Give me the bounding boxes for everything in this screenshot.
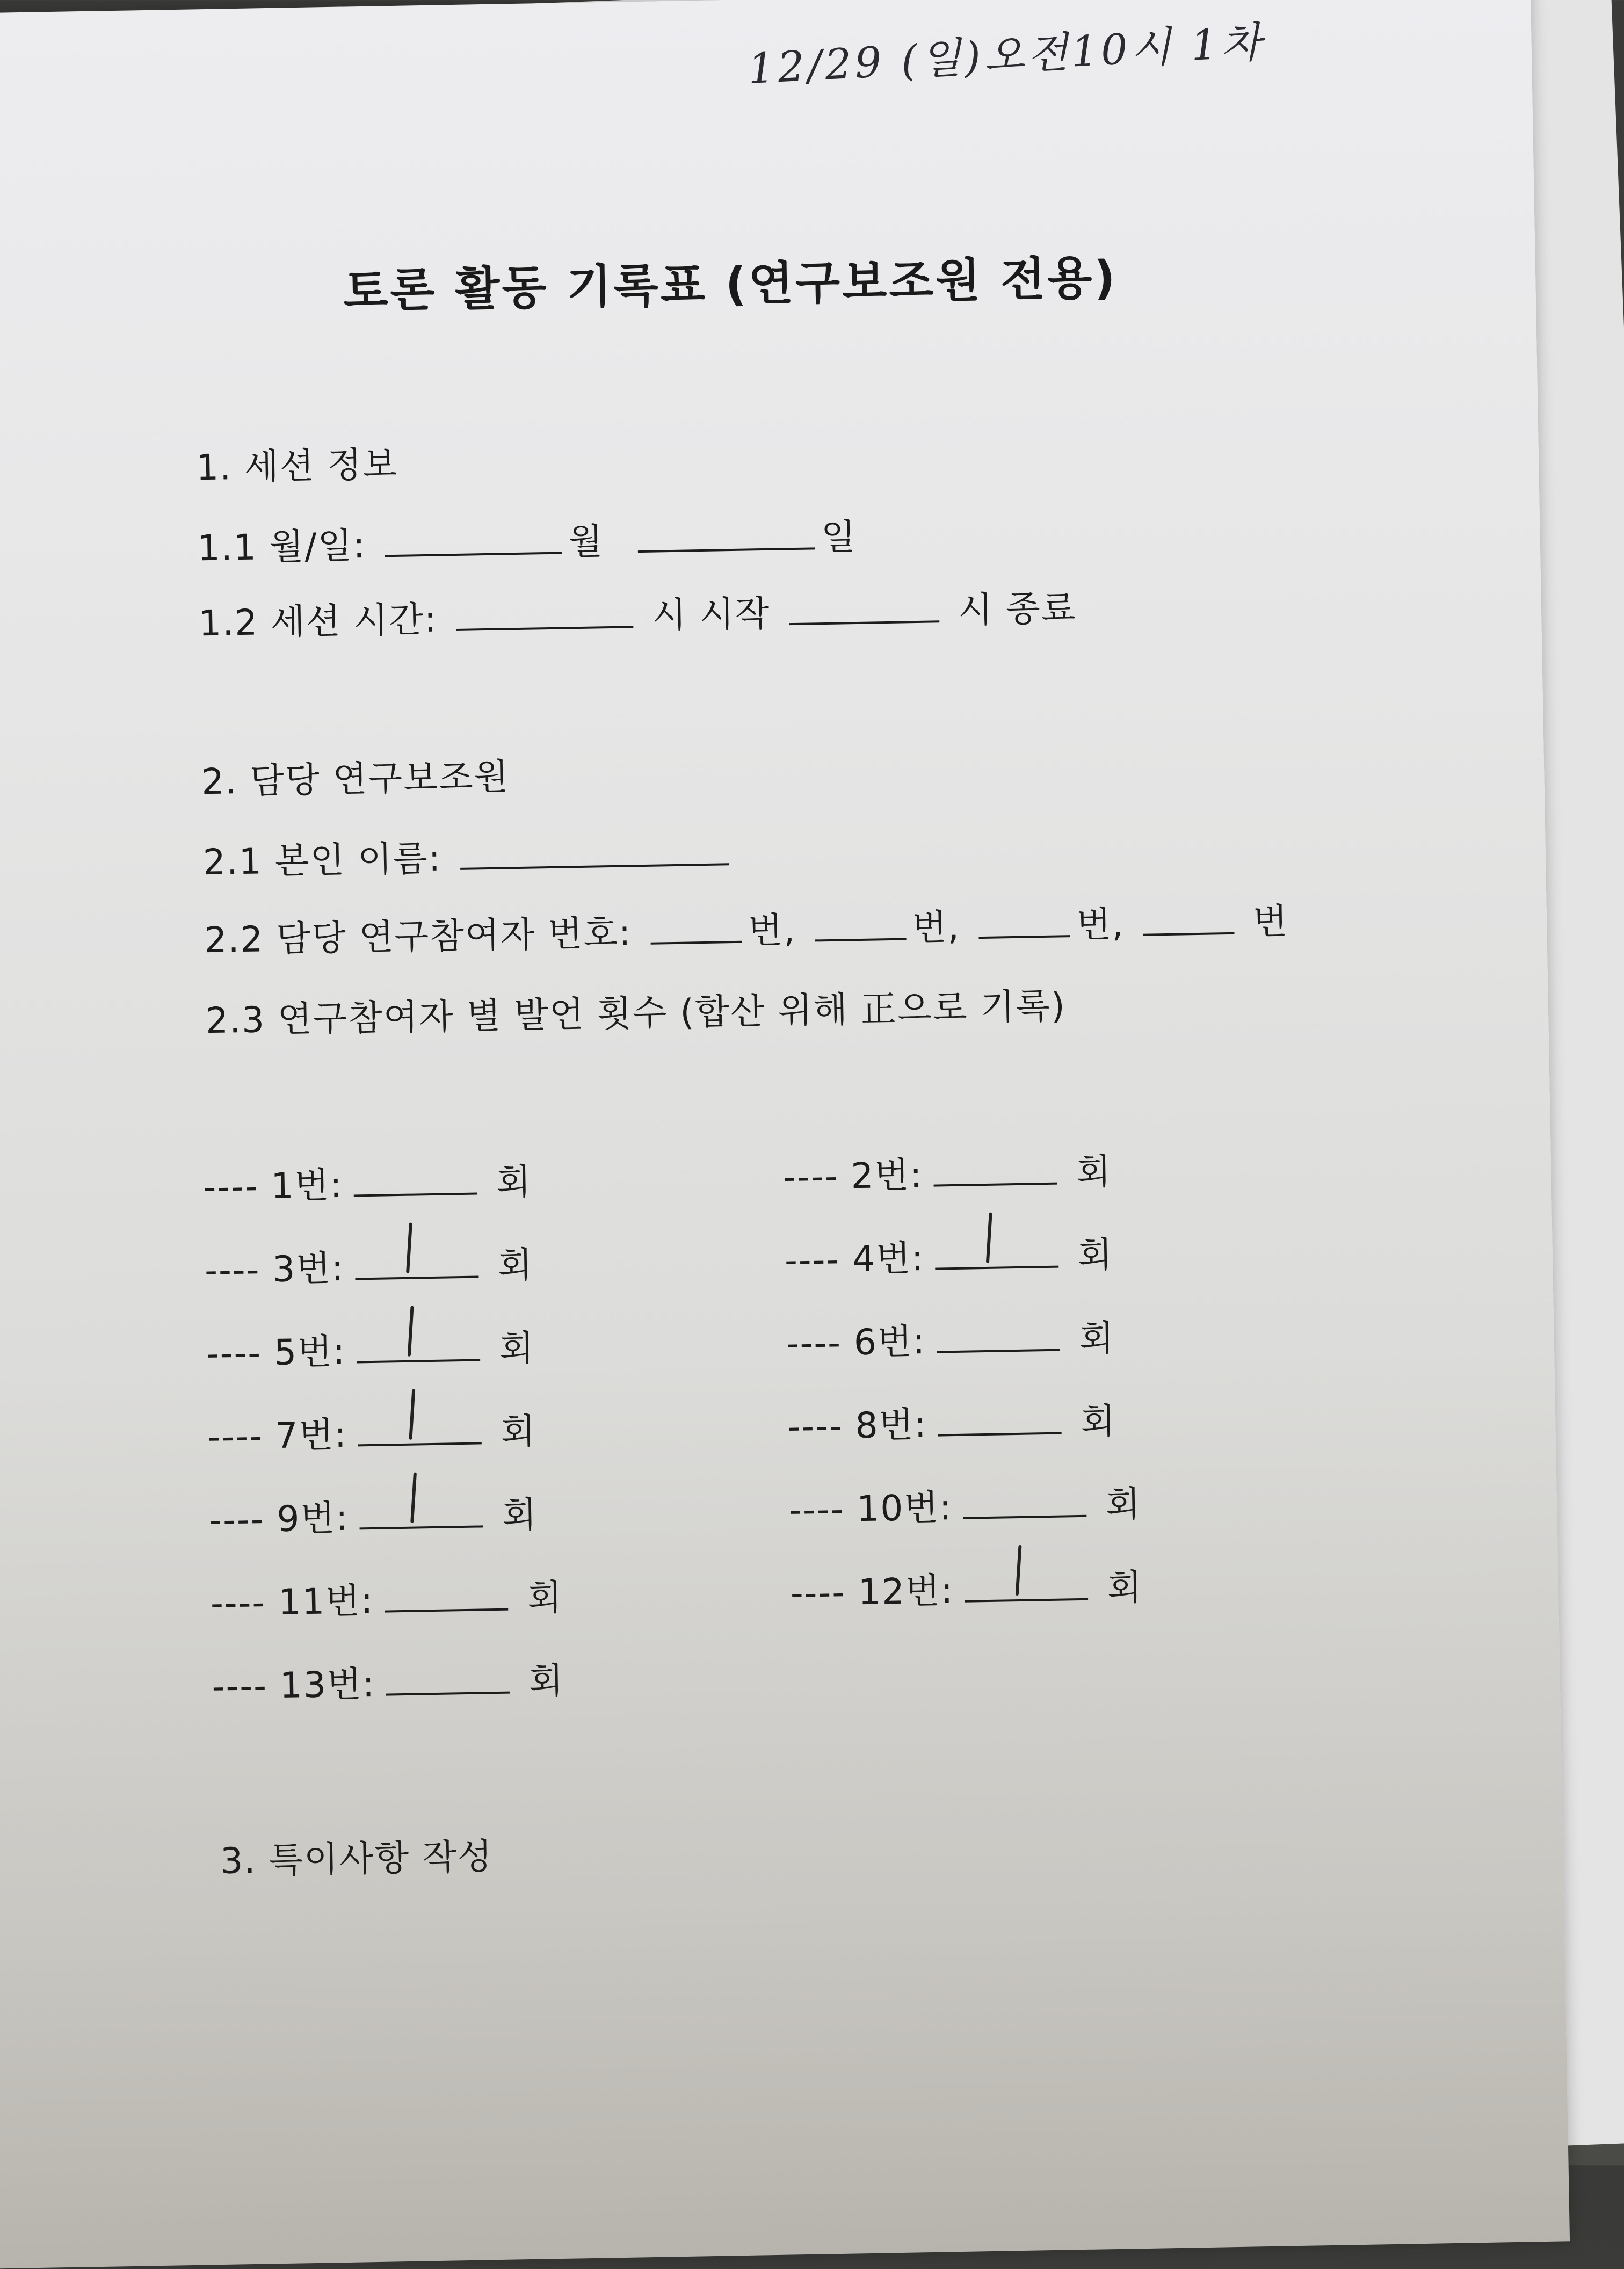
tally-field[interactable] [355,1246,479,1280]
participants-prefix: 2.2 담당 연구참여자 번호: [204,912,632,961]
section-2-heading: 2. 담당 연구보조원 [201,756,510,803]
tally-field[interactable] [386,1663,510,1696]
participant-row [203,1153,533,1210]
participant-row [784,1226,1114,1283]
participant-row [786,1309,1115,1366]
unit-label: 회 [496,1161,533,1203]
start-label: 시 시작 [651,592,771,636]
unit-label: 회 [527,1576,563,1619]
tally-mark-icon [359,1466,483,1527]
unit-label: 회 [502,1494,538,1536]
tally-field[interactable] [356,1330,480,1363]
tally-field[interactable] [936,1320,1060,1353]
start-hour-field[interactable] [456,597,634,631]
participant-label: ---- 5번: [206,1330,346,1375]
day-label: 일 [821,516,857,559]
tally-field[interactable] [964,1569,1088,1603]
participant-label: ---- 12번: [790,1570,954,1614]
participant-label: ---- 1번: [202,1164,344,1208]
date-prefix: 1.1 월/일: [197,524,367,569]
tally-field[interactable] [385,1579,509,1613]
name-prefix: 2.1 본인 이름: [202,837,442,883]
participant-number-field-2[interactable] [814,909,906,941]
end-label: 시 종료 [958,587,1077,631]
time-row [198,579,1077,646]
month-label: 월 [568,520,604,563]
tally-field[interactable] [963,1486,1087,1519]
tally-field[interactable] [935,1237,1059,1270]
participant-label: ---- 7번: [207,1413,348,1458]
beon-label: 번 [1252,901,1289,943]
handwritten-date-note: 12/29 (일)오전10시 1차 [746,18,1266,94]
tally-mark-icon [354,1216,479,1278]
tally-mark-icon [357,1383,482,1444]
tally-mark-icon [356,1300,480,1361]
end-hour-field[interactable] [789,591,940,625]
unit-label: 회 [1080,1400,1116,1442]
unit-label: 회 [1077,1234,1114,1276]
unit-label: 회 [1107,1566,1143,1609]
name-field[interactable] [460,834,729,870]
participant-row [782,1143,1112,1200]
tally-field[interactable] [359,1496,483,1529]
tally-mark-icon [934,1207,1059,1268]
tally-field[interactable] [933,1154,1057,1187]
unit-label: 회 [501,1410,537,1453]
form-title: 토론 활동 기록표 (연구보조원 전용) [343,251,1118,318]
participant-row [204,1236,534,1293]
time-prefix: 1.2 세션 시간: [198,598,438,644]
beon-label: 번, [912,906,961,949]
participant-label: ---- 3번: [204,1247,345,1292]
unit-label: 회 [1079,1317,1115,1359]
participant-label: ---- 2번: [782,1154,924,1198]
participant-row [787,1393,1116,1449]
participant-row [208,1486,538,1543]
participant-row [210,1569,563,1626]
participant-label: ---- 6번: [786,1320,926,1365]
beon-label: 번, [1076,903,1125,946]
tally-field[interactable] [358,1413,482,1446]
participant-label: ---- 9번: [208,1497,350,1541]
month-field[interactable] [385,523,562,557]
participant-row [212,1652,565,1709]
date-row [197,508,857,570]
day-field[interactable] [637,518,815,553]
participant-number-field-4[interactable] [1143,903,1235,936]
count-heading: 2.3 연구참여자 별 발언 횟수 (합산 위해 正으로 기록) [205,985,1067,1042]
participant-row [788,1475,1142,1532]
participant-label: ---- 11번: [210,1579,374,1625]
name-row [202,824,736,885]
unit-label: 회 [497,1244,534,1286]
tally-field[interactable] [353,1163,477,1197]
participant-row [206,1320,535,1376]
participant-number-field-1[interactable] [650,912,742,945]
participants-row [204,893,1288,962]
unit-label: 회 [528,1659,565,1702]
unit-label: 회 [499,1327,535,1369]
section-3-heading: 3. 특이사항 작성 [220,1836,494,1882]
participant-label: ---- 4번: [784,1237,925,1281]
participant-label: ---- 8번: [787,1403,928,1448]
tally-field[interactable] [938,1403,1062,1437]
participant-number-field-3[interactable] [978,906,1070,939]
tally-mark-icon [963,1539,1088,1600]
participant-label: ---- 13번: [211,1663,376,1708]
participant-row [207,1403,537,1460]
participant-row [790,1558,1143,1615]
unit-label: 회 [1076,1150,1112,1193]
section-1-heading: 1. 세션 정보 [195,443,398,489]
participant-label: ---- 10번: [788,1487,953,1531]
unit-label: 회 [1105,1483,1142,1526]
beon-label: 번, [748,909,796,952]
